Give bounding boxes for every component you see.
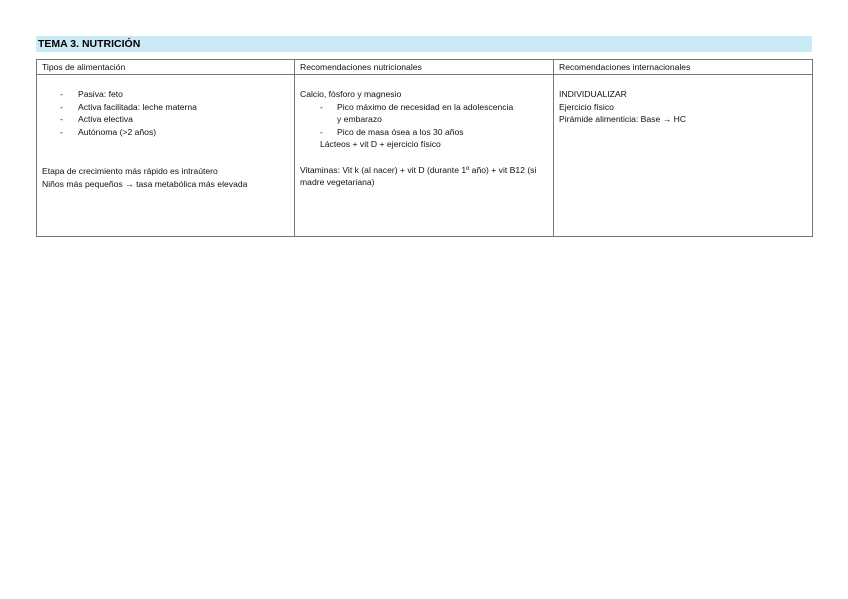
cell-recomendaciones-internacionales xyxy=(554,75,813,237)
food-pyramid-text: Pirámide alimenticia: Base → HC xyxy=(559,114,687,124)
list-item: - Pico máximo de necesidad en la adolescencia y embarazo xyxy=(300,101,548,126)
growth-note: Etapa de crecimiento más rápido es intraútero xyxy=(42,166,218,176)
list-item: - Pico de masa ósea a los 30 años xyxy=(300,126,548,139)
spacer xyxy=(42,152,289,165)
list-item: - Autónoma (>2 años) xyxy=(42,126,289,139)
exercise-text: Ejercicio físico xyxy=(559,101,614,112)
cell-recomendaciones-nutricionales xyxy=(295,75,554,237)
feeding-types-list xyxy=(42,88,289,138)
section-title: TEMA 3. NUTRICIÓN xyxy=(36,36,812,52)
minerals-list xyxy=(300,101,548,139)
minerals-heading: Calcio, fósforo y magnesio xyxy=(300,89,402,99)
list-item: - Activa electiva xyxy=(42,113,289,126)
vitamins-note: Vitaminas: Vit k (al nacer) + vit D (durante 1º año) + vit B12 (si madre vegetariana) xyxy=(300,164,537,187)
spacer xyxy=(300,151,548,164)
list-item: - Activa facilitada: leche materna xyxy=(42,101,289,114)
nutrition-table xyxy=(36,59,813,237)
table-row xyxy=(37,75,813,237)
metabolic-note: Niños más pequeños → tasa metabólica más elevada xyxy=(42,178,248,189)
table-header-row xyxy=(37,60,813,75)
list-item: - Pasiva: feto xyxy=(42,88,289,101)
header-recomendaciones-nutricionales: Recomendaciones nutricionales xyxy=(295,60,554,75)
dairy-note: Lácteos + vit D + ejercicio físico xyxy=(320,139,441,149)
document-page xyxy=(36,36,812,237)
spacer xyxy=(42,138,289,152)
individualizar-text: INDIVIDUALIZAR xyxy=(559,89,627,99)
header-tipos-alimentacion: Tipos de alimentación xyxy=(37,60,295,75)
header-recomendaciones-internacionales: Recomendaciones internacionales xyxy=(554,60,813,75)
cell-tipos-alimentacion xyxy=(37,75,295,237)
